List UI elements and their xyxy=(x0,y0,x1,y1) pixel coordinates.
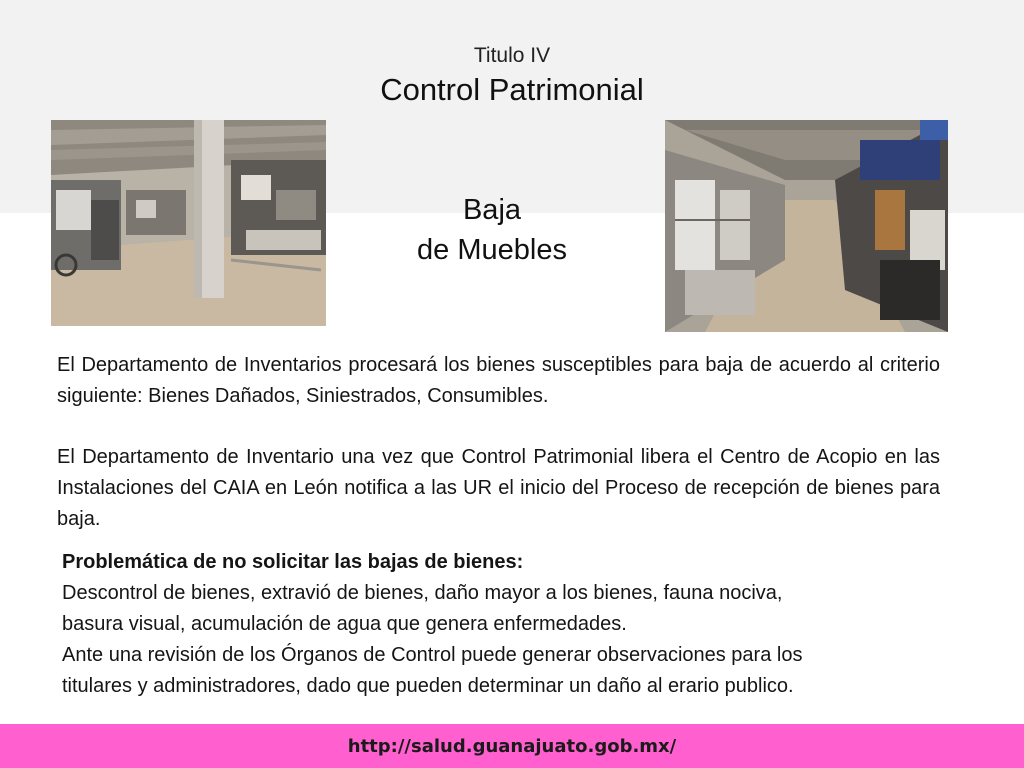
section-title xyxy=(362,190,622,270)
slide-title: Control Patrimonial xyxy=(380,72,644,107)
footer-url-link[interactable]: http://salud.guanajuato.gob.mx/ xyxy=(347,736,677,757)
problems-line-4: titulares y administradores, dado que pueden determinar un daño al erario publico. xyxy=(62,675,794,697)
section-title-line1: Baja xyxy=(462,194,522,226)
warehouse-photo-left xyxy=(51,120,326,326)
body-paragraph-2: El Departamento de Inventario una vez que Control Patrimonial libera el Centro de Acopio en las Instalaciones del CAIA en León notifica a las UR el inicio del Proceso de recepción de bienes para baja. xyxy=(57,446,940,530)
section-title-line2: de Muebles xyxy=(417,234,567,266)
problems-line-3: Ante una revisión de los Órganos de Control puede generar observaciones para los xyxy=(62,644,803,666)
body-paragraph-1: El Departamento de Inventarios procesará los bienes susceptibles para baja de acuerdo al criterio siguiente: Bienes Dañados, Siniestrados, Consumibles. xyxy=(57,354,940,407)
problems-line-1: Descontrol de bienes, extravió de bienes, daño mayor a los bienes, fauna nociva, xyxy=(62,582,783,604)
warehouse-photo-right xyxy=(665,120,948,332)
slide-subtitle: Titulo IV xyxy=(473,44,551,67)
problems-heading: Problemática de no solicitar las bajas de bienes: xyxy=(62,551,524,573)
problems-block xyxy=(62,547,942,702)
problems-line-2: basura visual, acumulación de agua que genera enfermedades. xyxy=(62,613,627,635)
